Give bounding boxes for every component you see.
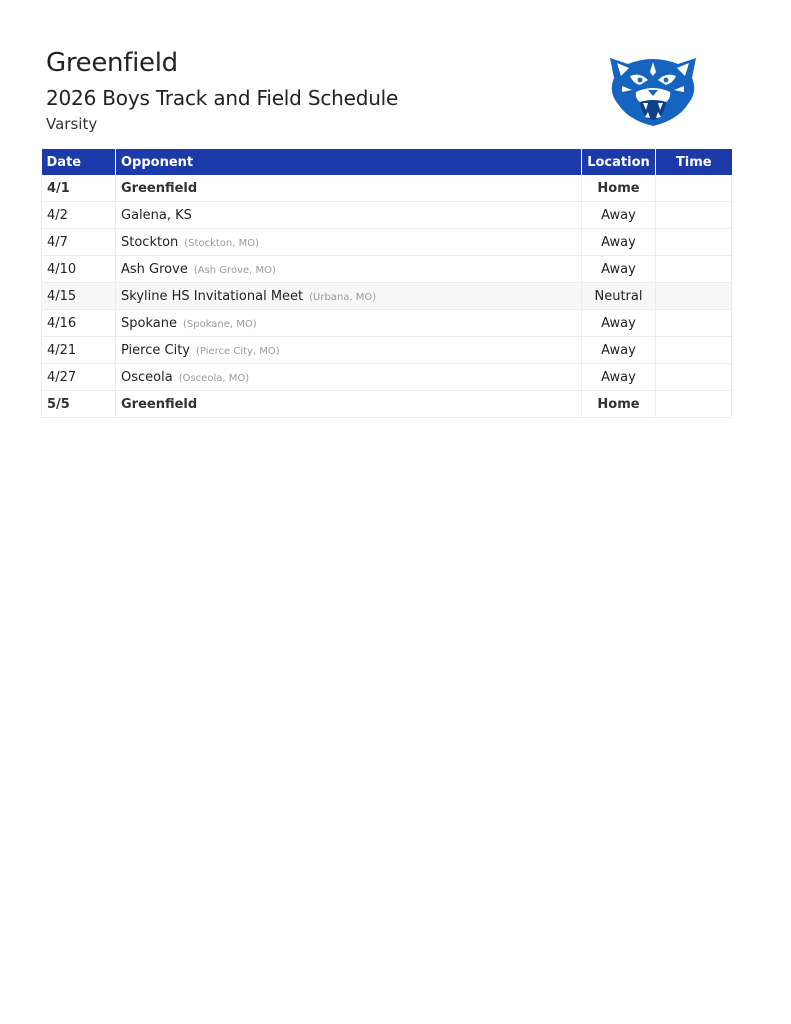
table-row [42,337,732,364]
row-time [656,175,732,202]
row-time [656,256,732,283]
row-date: 4/2 [42,202,116,229]
table-header-row [42,149,732,175]
opponent-name: Galena, KS [121,207,192,223]
opponent-name: Greenfield [121,180,198,196]
table-row [42,175,732,202]
row-opponent [116,310,582,337]
row-location: Away [582,229,656,256]
schedule-title: 2026 Boys Track and Field Schedule [46,86,399,110]
row-location: Neutral [582,283,656,310]
row-opponent [116,283,582,310]
row-opponent [116,202,582,229]
column-header-time: Time [656,149,732,175]
table-row [42,256,732,283]
opponent-name: Skyline HS Invitational Meet [121,288,304,304]
row-time [656,283,732,310]
column-header-date: Date [42,149,116,175]
table-row [42,283,732,310]
opponent-location-note: (Pierce City, MO) [195,345,280,357]
row-opponent [116,175,582,202]
row-location: Away [582,256,656,283]
opponent-location-note: (Osceola, MO) [178,372,250,384]
row-time [656,391,732,418]
row-location: Away [582,337,656,364]
table-row [42,229,732,256]
row-location: Away [582,310,656,337]
row-location: Home [582,175,656,202]
row-time [656,364,732,391]
table-row [42,364,732,391]
table-row [42,310,732,337]
row-date: 4/1 [42,175,116,202]
column-header-location: Location [582,149,656,175]
opponent-location-note: (Ash Grove, MO) [193,264,276,276]
row-date: 5/5 [42,391,116,418]
row-time [656,310,732,337]
opponent-name: Pierce City [121,342,190,358]
row-date: 4/27 [42,364,116,391]
opponent-name: Ash Grove [121,261,188,277]
row-date: 4/15 [42,283,116,310]
opponent-name: Greenfield [121,396,198,412]
row-location: Away [582,364,656,391]
opponent-location-note: (Stockton, MO) [184,237,259,249]
row-date: 4/21 [42,337,116,364]
row-time [656,202,732,229]
schedule-table [41,149,732,418]
row-opponent [116,364,582,391]
wildcat-mascot-icon [606,52,700,128]
row-date: 4/7 [42,229,116,256]
table-row [42,391,732,418]
row-time [656,337,732,364]
row-date: 4/16 [42,310,116,337]
opponent-location-note: (Spokane, MO) [182,318,257,330]
row-opponent [116,337,582,364]
row-opponent [116,256,582,283]
row-location: Home [582,391,656,418]
opponent-name: Osceola [121,369,173,385]
row-time [656,229,732,256]
opponent-name: Spokane [121,315,177,331]
row-opponent [116,229,582,256]
row-date: 4/10 [42,256,116,283]
page-header [46,46,606,135]
level-label: Varsity [46,115,98,133]
opponent-name: Stockton [121,234,179,250]
row-location: Away [582,202,656,229]
table-row [42,202,732,229]
opponent-location-note: (Urbana, MO) [309,291,377,303]
column-header-opponent: Opponent [116,149,582,175]
school-name: Greenfield [46,48,178,78]
row-opponent [116,391,582,418]
